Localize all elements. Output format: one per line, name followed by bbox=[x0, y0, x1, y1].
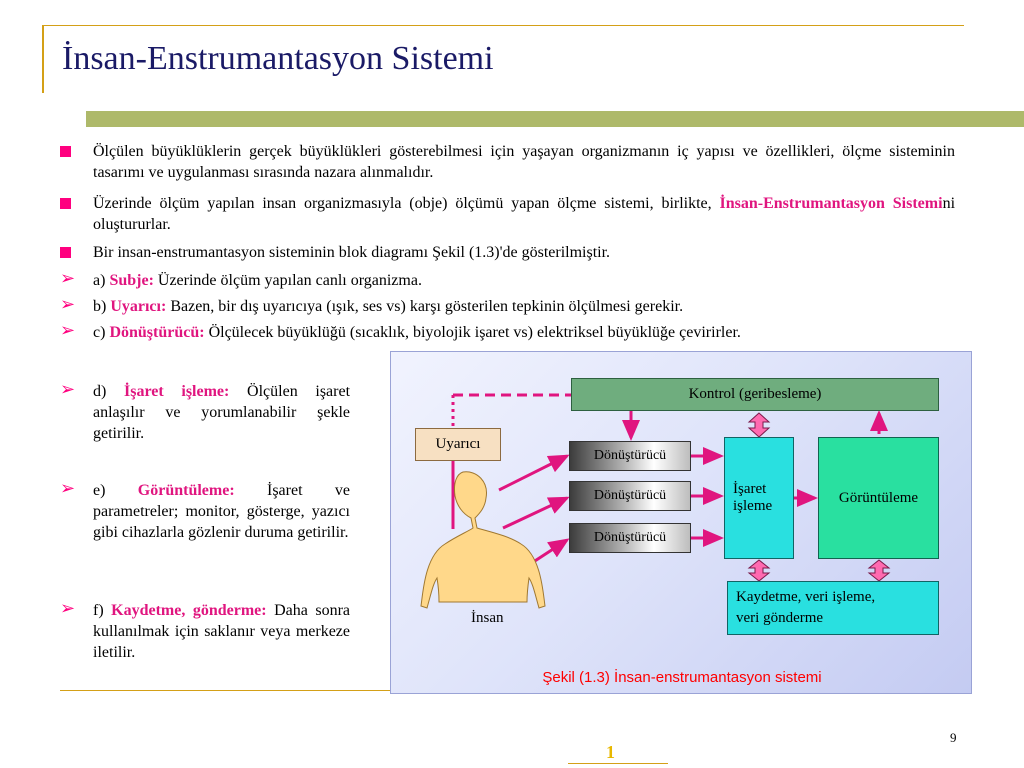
bullet-highlight-term: İnsan-Enstrumantasyon Sistemi bbox=[719, 195, 943, 212]
section-divider-line bbox=[60, 690, 392, 691]
signal-arrow-2 bbox=[503, 498, 567, 528]
arrow-bullet-icon: ➢ bbox=[60, 268, 76, 289]
arrow-bullet-icon: ➢ bbox=[60, 294, 76, 315]
double-arrow-1 bbox=[749, 413, 769, 437]
item-term: Uyarıcı: bbox=[110, 298, 167, 315]
bullet-item-3 bbox=[60, 242, 955, 263]
recording-box bbox=[727, 581, 939, 635]
arrow-bullet-icon: ➢ bbox=[60, 598, 76, 619]
title-underline-bar bbox=[86, 111, 1024, 127]
item-term: Kaydetme, gönderme: bbox=[111, 602, 267, 619]
human-label: İnsan bbox=[471, 610, 504, 626]
item-desc: Üzerinde ölçüm yapılan canlı organizma. bbox=[153, 272, 422, 289]
slide-number: 1 bbox=[606, 742, 615, 762]
arrow-bullet-icon: ➢ bbox=[60, 478, 76, 499]
block-diagram bbox=[390, 351, 972, 694]
arrow-item-f-text bbox=[93, 600, 350, 663]
arrow-item-f bbox=[60, 600, 350, 663]
item-desc: Daha sonra kullanılmak için saklanır veya merkeze iletilir. bbox=[93, 602, 350, 661]
square-bullet-icon bbox=[60, 146, 71, 157]
arrow-item-b-text bbox=[93, 296, 955, 317]
recording-line-1: Kaydetme, veri işleme, bbox=[736, 589, 876, 605]
bullet-text-1: Ölçülen büyüklüklerin gerçek büyüklükleri gösterebilmesi için yaşayan organizmanın iç yapısı ve özellikleri, ölçme sisteminin tasarımı ve uygulanması sırasında nazara alınmalıdır. bbox=[93, 143, 955, 181]
item-term: İşaret işleme: bbox=[124, 383, 230, 400]
item-prefix: c) bbox=[93, 324, 110, 341]
figure-caption: Şekil (1.3) İnsan-enstrumantasyon sistemi bbox=[542, 669, 822, 686]
human-torso-icon bbox=[421, 472, 545, 608]
bullet-text-2-start: Üzerinde ölçüm yapılan insan organizmasıyla (obje) ölçümü yapan ölçme sistemi, birlikte, bbox=[93, 195, 720, 212]
title-top-line bbox=[42, 25, 964, 26]
transducer-box-3: Dönüştürücü bbox=[569, 523, 691, 553]
item-prefix: f) bbox=[93, 602, 112, 619]
item-term: Dönüştürücü: bbox=[109, 324, 205, 341]
arrow-bullet-icon: ➢ bbox=[60, 379, 76, 400]
slide-title: İnsan-Enstrumantasyon Sistemi bbox=[62, 40, 494, 77]
square-bullet-icon bbox=[60, 247, 71, 258]
item-term: Görüntüleme: bbox=[137, 482, 235, 499]
bullet-item-2 bbox=[60, 193, 955, 235]
signal-processing-box bbox=[724, 437, 794, 559]
transducer-box-2: Dönüştürücü bbox=[569, 481, 691, 511]
arrow-item-e-text bbox=[93, 480, 350, 543]
footer-line bbox=[568, 763, 668, 764]
bullet-text-3: Bir insan-enstrumantasyon sisteminin blok diagramı Şekil (1.3)'de gösterilmiştir. bbox=[93, 244, 611, 261]
item-desc: İşaret ve parametreler; monitor, gösterge, yazıcı gibi cihazlarla gözlenir duruma getirilir. bbox=[93, 482, 350, 541]
arrow-item-a bbox=[60, 270, 955, 291]
signal-processing-line-2: işleme bbox=[733, 498, 773, 514]
signal-arrow-1 bbox=[499, 456, 567, 490]
item-prefix: b) bbox=[93, 298, 111, 315]
item-desc: Ölçülen işaret anlaşılır ve yorumlanabilir şekle getirilir. bbox=[93, 383, 351, 442]
arrow-item-a-text bbox=[93, 270, 955, 291]
display-box: Görüntüleme bbox=[818, 437, 939, 559]
title-accent-line bbox=[42, 25, 44, 93]
item-prefix: e) bbox=[93, 482, 138, 499]
arrow-item-c-text bbox=[93, 322, 955, 343]
arrow-item-d-text bbox=[93, 381, 350, 444]
item-prefix: d) bbox=[93, 383, 125, 400]
page-number: 9 bbox=[950, 730, 957, 745]
item-desc: Ölçülecek büyüklüğü (sıcaklık, biyolojik işaret vs) elektriksel büyüklüğe çevirirler. bbox=[204, 324, 741, 341]
item-prefix: a) bbox=[93, 272, 110, 289]
double-arrow-3 bbox=[869, 560, 889, 581]
signal-processing-line-1: İşaret bbox=[733, 481, 767, 497]
arrow-item-b bbox=[60, 296, 955, 317]
bullet-text-2-end: ni oluştururlar. bbox=[93, 195, 956, 233]
arrow-item-d bbox=[60, 381, 350, 444]
square-bullet-icon bbox=[60, 198, 71, 209]
item-desc: Bazen, bir dış uyarıcıya (ışık, ses vs) karşı gösterilen tepkinin ölçülmesi gerekir. bbox=[166, 298, 684, 315]
bullet-text-2 bbox=[93, 193, 955, 235]
arrow-item-e bbox=[60, 480, 350, 543]
control-feedback-box: Kontrol (geribesleme) bbox=[571, 378, 939, 411]
double-arrow-2 bbox=[749, 560, 769, 581]
bullet-item-1 bbox=[60, 141, 955, 183]
recording-line-2: veri gönderme bbox=[736, 610, 824, 626]
transducer-box-1: Dönüştürücü bbox=[569, 441, 691, 471]
stimulus-box: Uyarıcı bbox=[415, 428, 501, 461]
arrow-bullet-icon: ➢ bbox=[60, 320, 76, 341]
item-term: Subje: bbox=[109, 272, 154, 289]
arrow-item-c bbox=[60, 322, 955, 343]
